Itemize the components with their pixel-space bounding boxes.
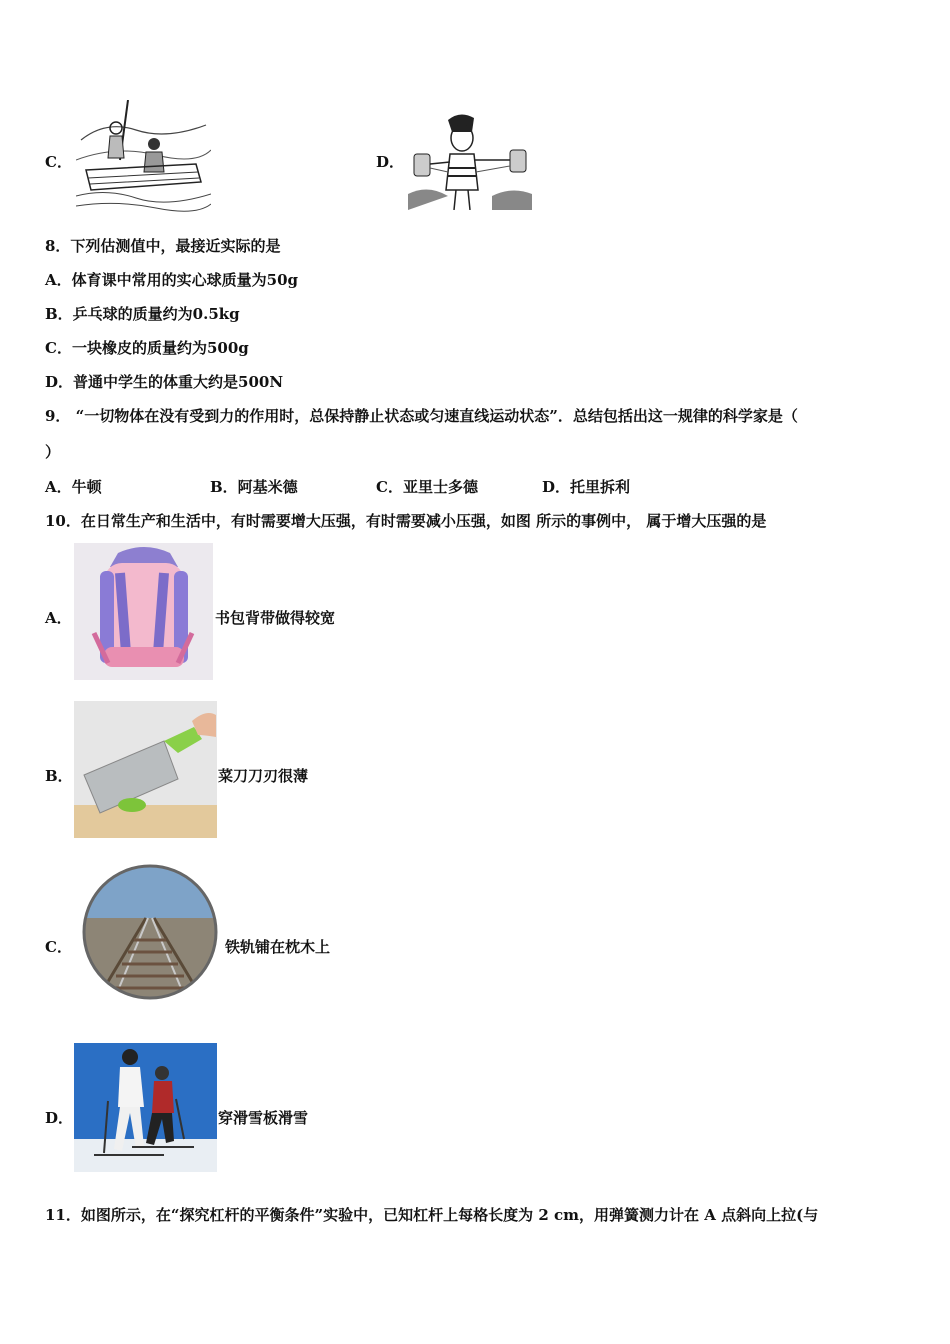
q8-option-c: C．一块橡皮的质量约为500g <box>45 339 249 357</box>
q11-stem: 11．如图所示，在“探究杠杆的平衡条件”实验中，已知杠杆上每格长度为 2 cm，用弹簧测力计在 A 点斜向上拉(与 <box>45 1206 819 1224</box>
q9-option-d: D．托里拆利 <box>542 478 631 496</box>
q9-stem-line2: ） <box>45 443 61 461</box>
q10-option-a-text: 书包背带做得较宽 <box>215 609 336 627</box>
q7-option-d-label: D． <box>376 153 405 171</box>
q9-stem-line1: 9． “一切物体在没有受到力的作用时，总保持静止状态或匀速直线运动状态”．总结包括出这一规律的科学家是（ <box>45 407 798 425</box>
q9-option-a: A．牛顿 <box>45 478 102 496</box>
q10-option-b-letter: B． <box>45 767 73 785</box>
q8-stem: 8．下列估测值中，最接近实际的是 <box>45 237 281 255</box>
q8-option-a: A．体育课中常用的实心球质量为50g <box>45 271 299 289</box>
q9-option-b: B．阿基米德 <box>210 478 298 496</box>
q8-option-d: D．普通中学生的体重大约是500N <box>45 373 284 391</box>
q10-option-d-text: 穿滑雪板滑雪 <box>218 1109 309 1127</box>
cleaver-image <box>74 701 217 838</box>
q7-option-d-image <box>408 110 532 210</box>
q9-option-c: C．亚里士多德 <box>376 478 478 496</box>
q8-option-b: B．乒乓球的质量约为0.5kg <box>45 305 240 323</box>
skiing-image <box>74 1043 217 1172</box>
q10-option-a-letter: A． <box>45 609 72 627</box>
q10-option-d-letter: D． <box>45 1109 74 1127</box>
q10-stem: 10．在日常生产和生活中，有时需要增大压强，有时需要减小压强，如图 所示的事例中， 属于增大压强的是 <box>45 512 767 530</box>
q10-option-c-letter: C． <box>45 938 72 956</box>
railway-image <box>74 860 224 1005</box>
q10-option-b-text: 菜刀刀刃很薄 <box>218 767 309 785</box>
q7-option-c-label: C． <box>45 153 72 171</box>
q7-option-c-image <box>76 100 211 212</box>
q10-option-c-text: 铁轨铺在枕木上 <box>225 938 331 956</box>
backpack-image <box>74 543 213 680</box>
